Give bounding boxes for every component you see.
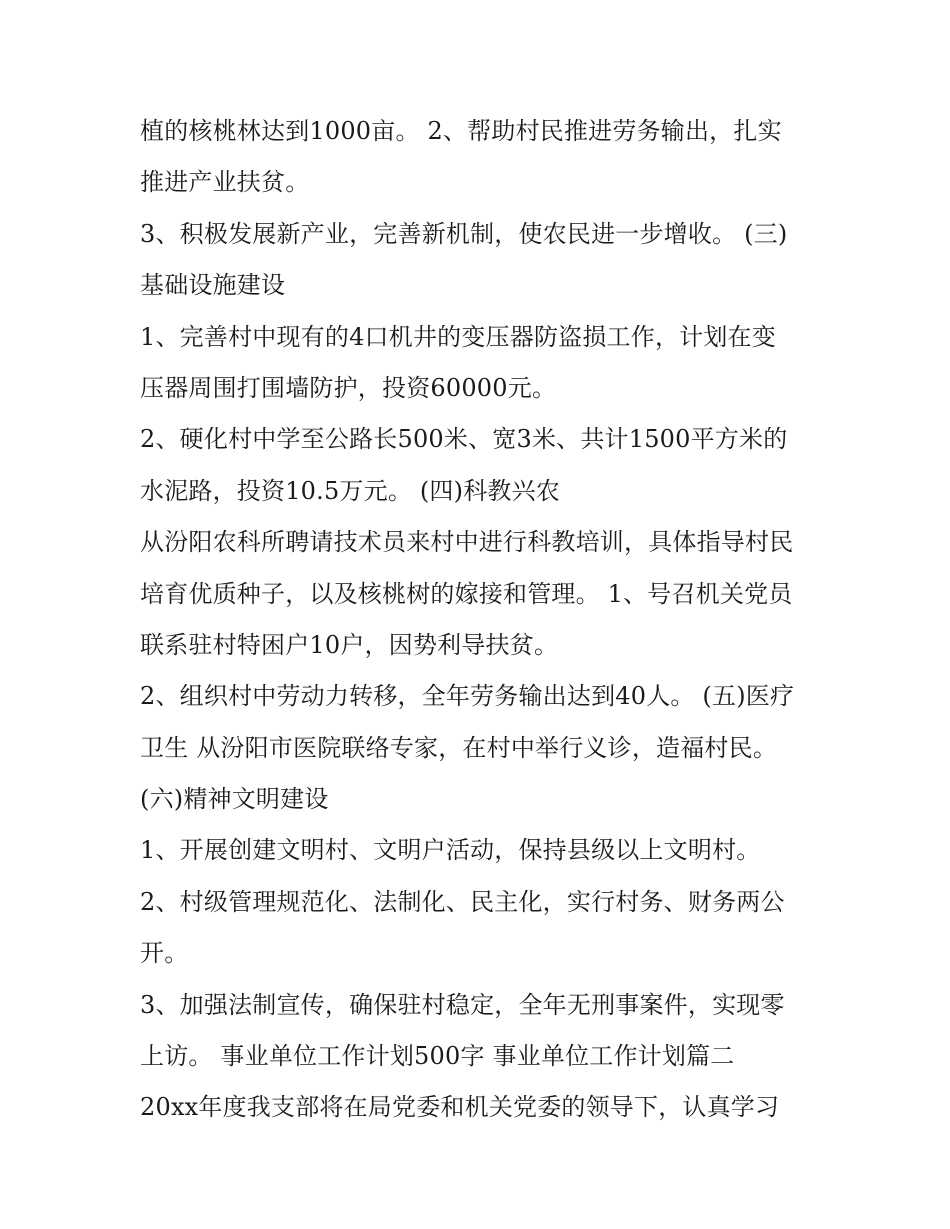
section-heading: 基础设施建设 [140, 271, 286, 300]
text-line: 2、组织村中劳动力转移，全年劳务输出达到40人。 (五)医疗 [140, 682, 795, 711]
text-line: 2、村级管理规范化、法制化、民主化，实行村务、财务两公 [140, 887, 785, 916]
text-line: 水泥路，投资10.5万元。 (四)科教兴农 [140, 476, 560, 505]
text-line: 2、硬化村中学至公路长500米、宽3米、共计1500平方米的 [140, 425, 788, 454]
text-line: 20xx年度我支部将在局党委和机关党委的领导下，认真学习 [140, 1093, 780, 1122]
text-line: 联系驻村特困户10户，因势利导扶贫。 [140, 630, 559, 659]
text-line: 从汾阳农科所聘请技术员来村中进行科教培训，具体指导村民 [140, 528, 794, 557]
document-body [140, 106, 820, 1134]
text-line: 植的核桃林达到1000亩。 2、帮助村民推进劳务输出，扎实 [140, 117, 782, 145]
text-line: 3、积极发展新产业，完善新机制，使农民进一步增收。 (三) [140, 219, 788, 248]
text-line: 开。 [140, 939, 189, 968]
text-line: 压器周围打围墙防护，投资60000元。 [140, 373, 557, 402]
text-line: 3、加强法制宣传，确保驻村稳定，全年无刑事案件，实现零 [140, 990, 785, 1019]
text-line: 推进产业扶贫。 [140, 168, 310, 197]
text-line: 培育优质种子，以及核桃树的嫁接和管理。 1、号召机关党员 [140, 579, 793, 608]
text-line: 1、完善村中现有的4口机井的变压器防盗损工作，计划在变 [140, 322, 776, 351]
section-heading: (六)精神文明建设 [140, 785, 329, 814]
text-line: 卫生 从汾阳市医院联络专家，在村中举行义诊，造福村民。 [140, 733, 778, 762]
text-line: 上访。 事业单位工作计划500字 事业单位工作计划篇二 [140, 1042, 735, 1071]
text-line: 1、开展创建文明村、文明户活动，保持县级以上文明村。 [140, 836, 761, 865]
